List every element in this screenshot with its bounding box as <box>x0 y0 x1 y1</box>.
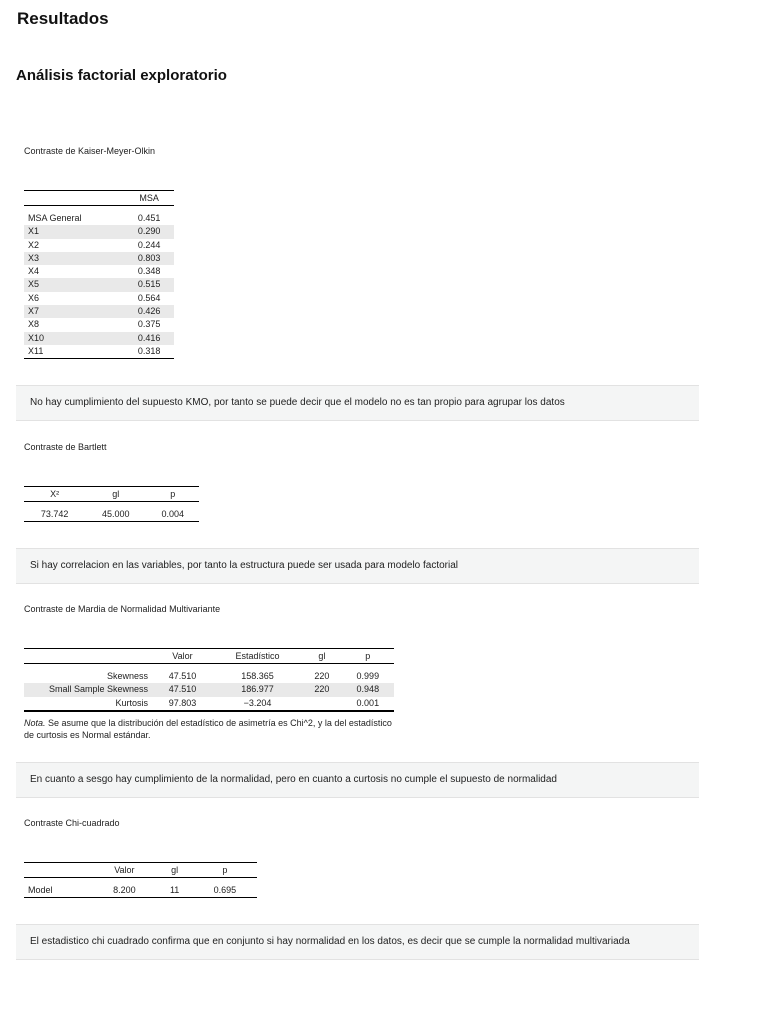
cell-valor: 97.803 <box>168 697 197 708</box>
table-row <box>24 683 394 696</box>
kmo-table <box>24 190 174 359</box>
kmo-header-empty <box>24 191 124 206</box>
cell-valor: 47.510 <box>152 683 213 696</box>
row-label: X1 <box>24 225 124 238</box>
mardia-table <box>24 648 394 712</box>
row-label: X11 <box>28 345 44 356</box>
bartlett-table <box>24 486 199 522</box>
row-value: 0.375 <box>137 319 161 330</box>
row-value: 0.515 <box>124 278 174 291</box>
table-row <box>24 305 174 318</box>
row-label: Small Sample Skewness <box>24 683 152 696</box>
cell-valor: 8.200 <box>113 885 136 895</box>
bartlett-comment: Si hay correlacion en las variables, por tanto la estructura puede ser usada para modelo factorial <box>16 548 699 584</box>
row-label: X6 <box>28 292 40 303</box>
row-label: Skewness <box>106 671 148 681</box>
row-value: 0.244 <box>137 239 161 250</box>
mardia-header-gl: gl <box>318 651 326 661</box>
table-row <box>24 884 257 898</box>
table-row <box>24 292 174 305</box>
row-label: MSA General <box>28 213 82 223</box>
mardia-comment: En cuanto a sesgo hay cumplimiento de la normalidad, pero en cuanto a curtosis no cumple el supuesto de normalidad <box>16 762 699 798</box>
page-title: Resultados <box>17 9 109 28</box>
table-row <box>24 697 394 711</box>
chi-header-p: p <box>222 865 228 875</box>
kmo-table-title: Contraste de Kaiser-Meyer-Olkin <box>24 146 156 156</box>
row-value: 0.416 <box>124 332 174 345</box>
row-label: X5 <box>24 278 124 291</box>
bartlett-header-chi2: X² <box>50 489 60 499</box>
table-row <box>24 278 174 291</box>
row-value: 0.451 <box>137 213 161 223</box>
row-label: X8 <box>28 319 40 330</box>
chi-header-valor: Valor <box>114 865 135 875</box>
row-value: 0.318 <box>137 345 161 356</box>
cell-p: 0.999 <box>356 671 380 681</box>
mardia-header-estadistico: Estadístico <box>235 651 280 661</box>
mardia-header-p: p <box>365 651 371 661</box>
mardia-header-empty <box>24 649 152 664</box>
bartlett-header-p: p <box>170 489 176 499</box>
kmo-header-msa: MSA <box>139 193 159 203</box>
cell-gl: 45.000 <box>102 509 130 519</box>
mardia-table-title: Contraste de Mardia de Normalidad Multivariante <box>24 604 221 614</box>
table-row <box>24 225 174 238</box>
row-value: 0.348 <box>137 266 161 277</box>
cell-estadistico: −3.204 <box>243 697 272 708</box>
row-label: X3 <box>24 252 124 265</box>
table-row <box>24 508 199 522</box>
row-value: 0.426 <box>124 305 174 318</box>
cell-gl: 220 <box>302 683 341 696</box>
bartlett-header-gl: gl <box>112 489 120 499</box>
cell-gl: 220 <box>314 671 330 681</box>
cell-p: 0.948 <box>342 683 394 696</box>
table-row <box>24 318 174 331</box>
table-row <box>24 670 394 683</box>
chi-table <box>24 862 257 898</box>
cell-gl <box>302 697 341 711</box>
row-value: 0.290 <box>124 225 174 238</box>
cell-chi2: 73.742 <box>40 509 69 519</box>
row-label: X4 <box>28 266 40 277</box>
chi-table-title: Contraste Chi-cuadrado <box>24 818 120 828</box>
table-row <box>24 252 174 265</box>
chi-header-empty <box>24 863 92 878</box>
row-value: 0.803 <box>124 252 174 265</box>
row-label: Model <box>28 885 53 895</box>
cell-gl: 11 <box>169 885 180 895</box>
mardia-header-valor: Valor <box>172 651 193 661</box>
cell-p: 0.004 <box>161 509 184 519</box>
section-title: Análisis factorial exploratorio <box>16 67 227 84</box>
mardia-table-note <box>24 717 394 741</box>
chi-comment: El estadistico chi cuadrado confirma que en conjunto si hay normalidad en los datos, es decir que se cumple la normalidad multivariada <box>16 924 699 960</box>
table-row <box>24 239 174 252</box>
cell-estadistico: 186.977 <box>213 683 302 696</box>
row-label: X10 <box>24 332 124 345</box>
note-label: Nota. <box>24 718 46 728</box>
cell-p: 0.001 <box>356 697 380 708</box>
row-label: X7 <box>24 305 124 318</box>
note-text: Se asume que la distribución del estadístico de asimetría es Chi^2, y la del estadístico de curtosis es Normal estándar. <box>24 718 392 740</box>
table-row <box>24 332 174 345</box>
table-row <box>24 212 174 225</box>
table-row <box>24 265 174 278</box>
table-row <box>24 345 174 359</box>
kmo-comment: No hay cumplimiento del supuesto KMO, por tanto se puede decir que el modelo no es tan propio para agrupar los datos <box>16 385 699 421</box>
chi-header-gl: gl <box>171 865 179 875</box>
cell-p: 0.695 <box>213 885 237 895</box>
row-label: X2 <box>28 239 40 250</box>
cell-valor: 47.510 <box>168 671 197 681</box>
row-value: 0.564 <box>137 292 161 303</box>
cell-estadistico: 158.365 <box>241 671 274 681</box>
row-label: Kurtosis <box>115 697 148 708</box>
bartlett-table-title: Contraste de Bartlett <box>24 442 107 452</box>
